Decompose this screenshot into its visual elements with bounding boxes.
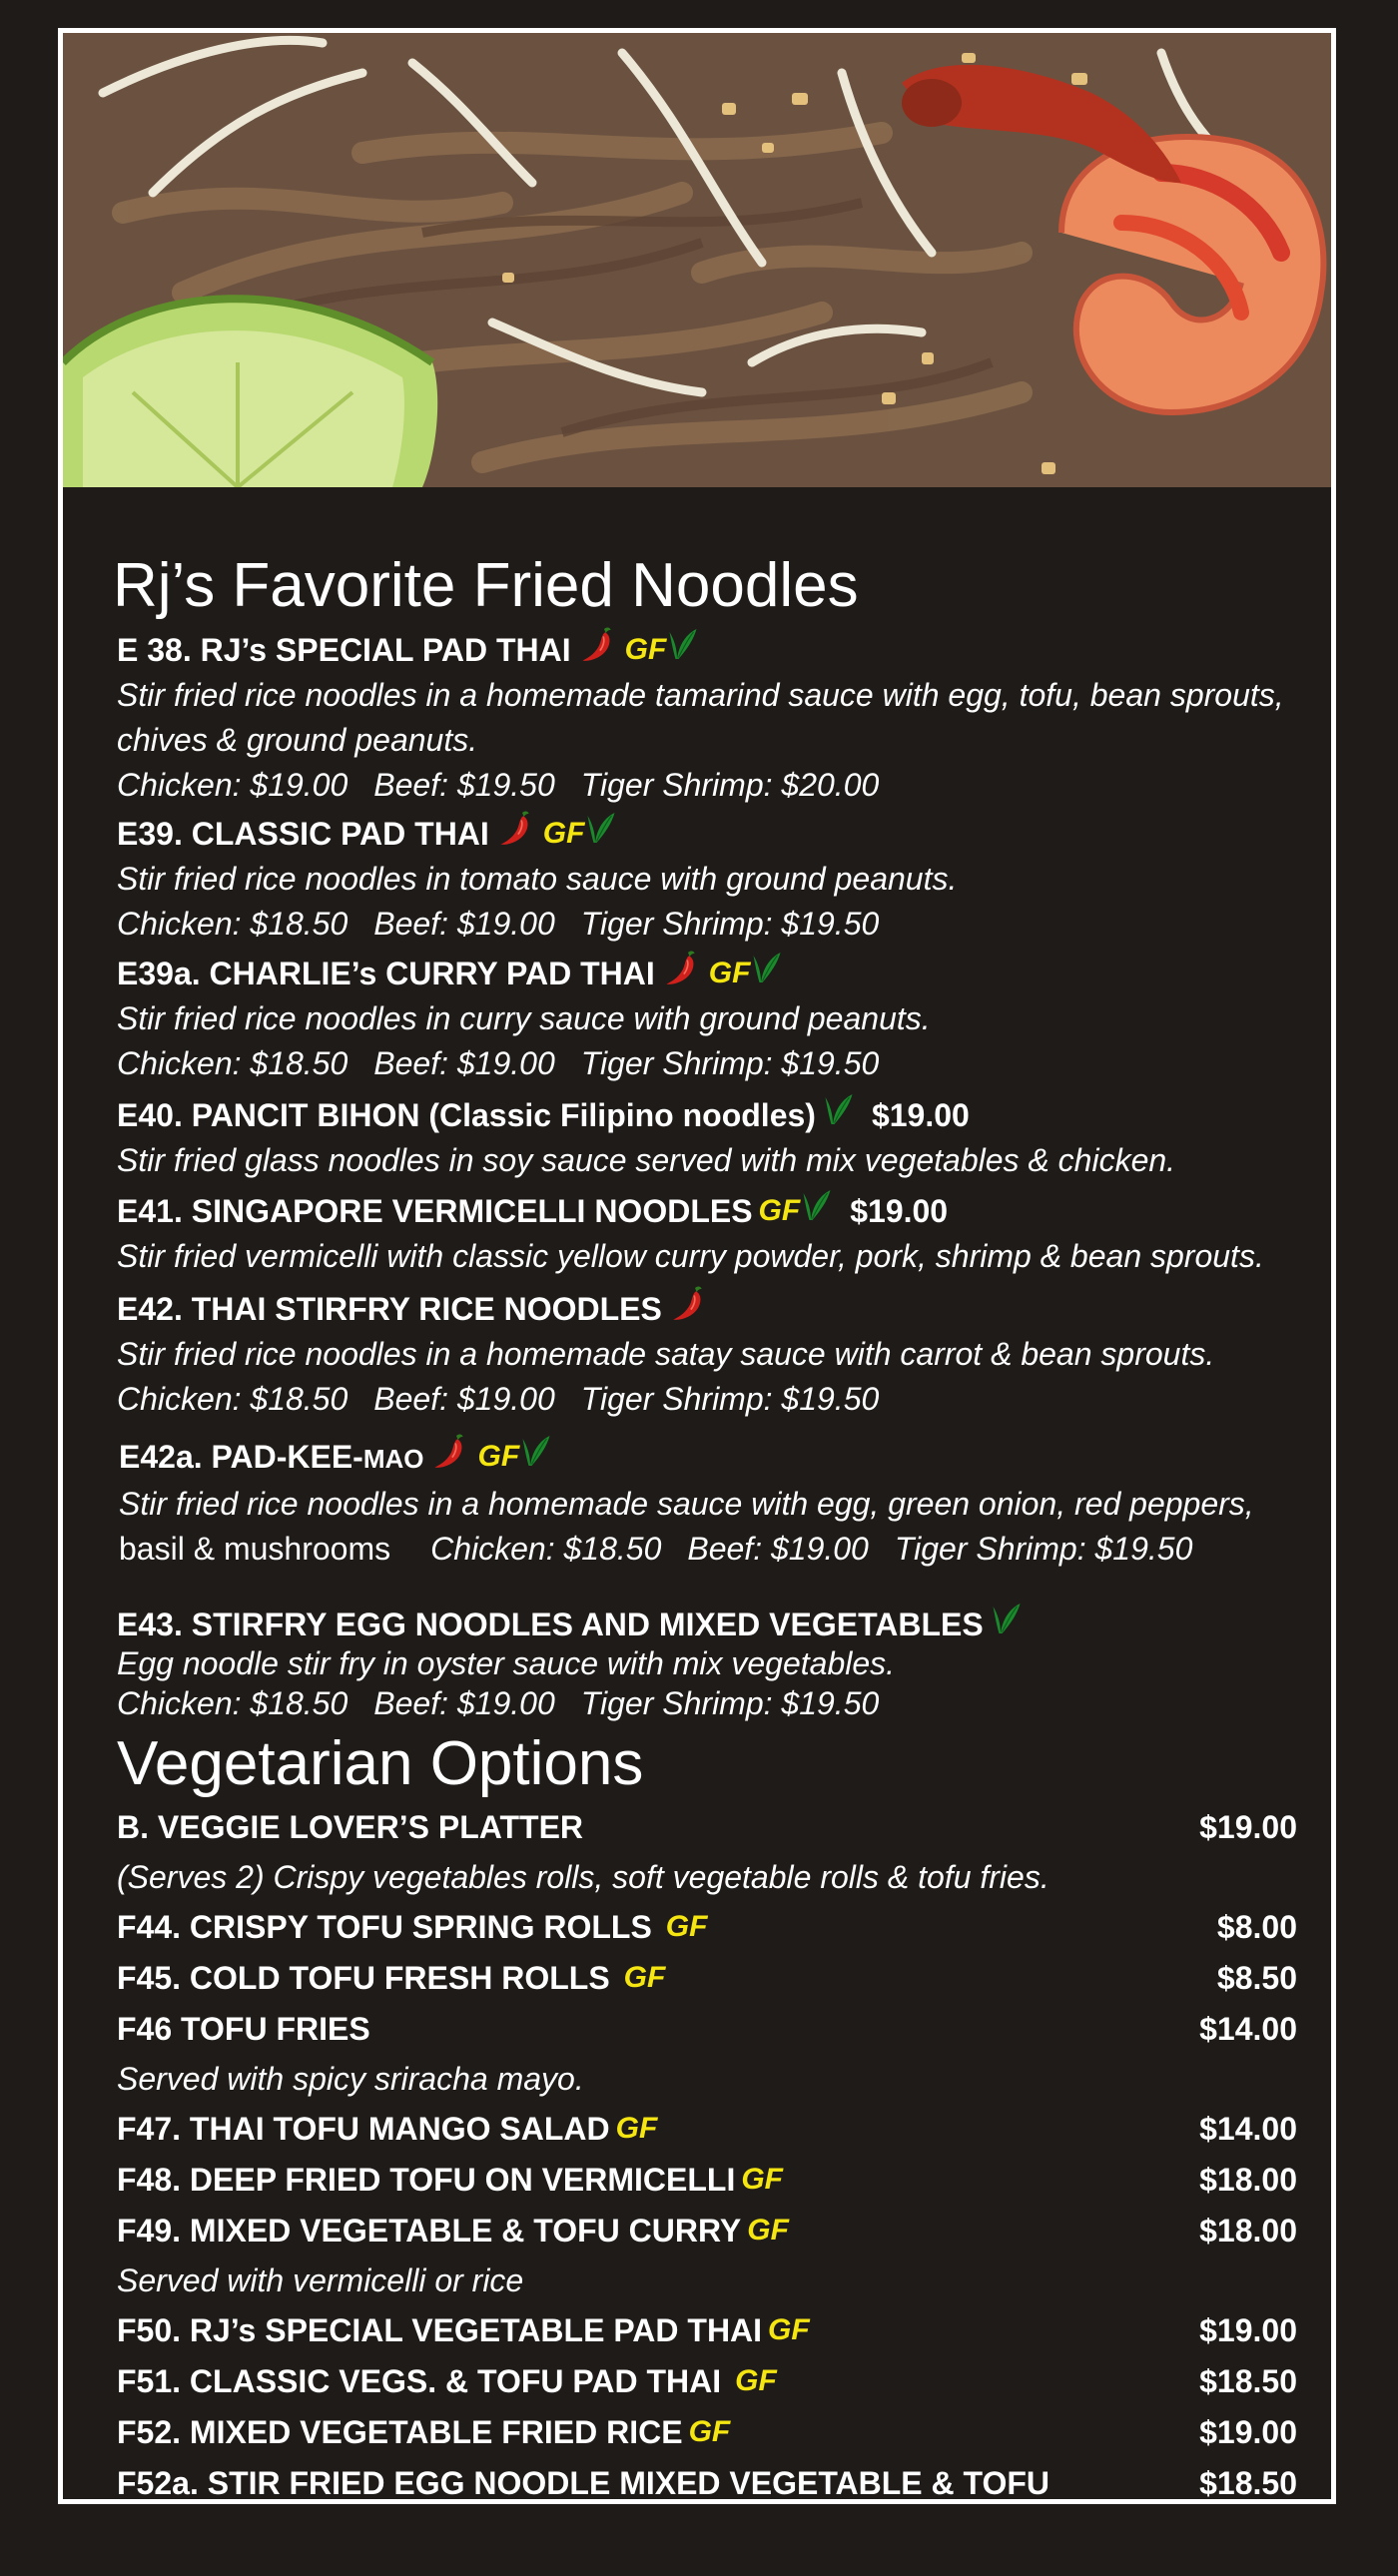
menu-item — [117, 2109, 1297, 2149]
price-shrimp: Tiger Shrimp: $19.50 — [580, 1045, 880, 1081]
chili-icon — [497, 807, 537, 849]
price-row — [119, 1527, 1287, 1571]
price-chicken: Chicken: $18.50 — [117, 1685, 349, 1721]
price-chicken: Chicken: $18.50 — [117, 1381, 349, 1417]
item-description: (Serves 2) Crispy vegetables rolls, soft vegetable rolls & tofu fries. — [117, 1859, 1049, 1895]
item-name — [119, 1439, 423, 1475]
item-name-group — [117, 1958, 665, 1998]
vegan-leaf-icon — [802, 1184, 832, 1226]
menu-item — [117, 2310, 1297, 2350]
gf-badge: GF — [623, 1961, 666, 1994]
pad-thai-photo — [63, 33, 1331, 487]
item-price: $19.00 — [850, 1193, 949, 1229]
gf-badge: GF — [768, 2313, 810, 2346]
gf-badge: GF — [688, 2415, 731, 2448]
gf-badge: GF — [741, 2163, 784, 2196]
price-chicken: Chicken: $19.00 — [117, 767, 349, 803]
item-name-group — [117, 2160, 783, 2200]
menu-item — [117, 1184, 1285, 1279]
item-name: E42. THAI STIRFRY RICE NOODLES — [117, 1291, 662, 1327]
item-price: $18.50 — [1199, 2465, 1297, 2501]
item-description: Stir fried rice noodles in a homemade tamarind sauce with egg, tofu, bean sprouts, chives & ground peanuts. — [117, 677, 1284, 758]
price-beef: Beef: $19.00 — [687, 1531, 869, 1567]
price-shrimp: Tiger Shrimp: $19.50 — [580, 906, 880, 942]
item-description: Stir fried glass noodles in soy sauce served with mix vegetables & chicken. — [117, 1142, 1176, 1178]
item-description: Stir fried rice noodles in curry sauce with ground peanuts. — [117, 1000, 931, 1036]
price-beef: Beef: $19.00 — [373, 1685, 555, 1721]
gf-badge: GF — [542, 817, 585, 850]
item-name-main: E42a. PAD-KEE- — [119, 1439, 363, 1475]
menu-item — [117, 947, 1285, 1085]
gf-badge: GF — [615, 2112, 658, 2145]
menu-item — [117, 1282, 1285, 1421]
item-description: Egg noodle stir fry in oyster sauce with mix vegetables. — [117, 1645, 896, 1681]
section-title-vegetarian: Vegetarian Options — [117, 1729, 644, 1798]
price-beef: Beef: $19.50 — [373, 767, 555, 803]
item-description: Stir fried rice noodles in tomato sauce with ground peanuts. — [117, 861, 958, 897]
gf-badge: GF — [477, 1440, 520, 1473]
item-price: $14.00 — [1199, 2111, 1297, 2147]
chili-icon — [431, 1430, 471, 1472]
gf-badge: GF — [758, 1194, 801, 1227]
price-beef: Beef: $19.00 — [373, 1381, 555, 1417]
price-shrimp: Tiger Shrimp: $19.50 — [580, 1685, 880, 1721]
menu-item — [117, 1907, 1297, 1947]
item-price: $18.00 — [1199, 2213, 1297, 2249]
price-row — [117, 1377, 1285, 1421]
menu-item — [117, 1598, 1285, 1723]
menu-item — [117, 1958, 1297, 1998]
price-shrimp: Tiger Shrimp: $20.00 — [580, 767, 880, 803]
item-name: F48. DEEP FRIED TOFU ON VERMICELLI — [117, 2162, 736, 2198]
chili-icon — [670, 1282, 710, 1324]
item-price: $8.00 — [1216, 1909, 1297, 1945]
item-name: F47. THAI TOFU MANGO SALAD — [117, 2111, 610, 2147]
price-row — [117, 1041, 1285, 1085]
gf-badge: GF — [747, 2214, 789, 2247]
item-name: B. VEGGIE LOVER’S PLATTER — [117, 1809, 584, 1845]
item-name-group — [117, 2412, 730, 2452]
item-name: F52a. STIR FRIED EGG NOODLE MIXED VEGETABLE & TOFU — [117, 2465, 1050, 2501]
item-price: $14.00 — [1199, 2011, 1297, 2047]
item-name-small: MAO — [362, 1444, 424, 1474]
menu-item — [117, 2211, 1297, 2251]
item-price: $18.00 — [1199, 2162, 1297, 2198]
gf-badge: GF — [624, 633, 667, 666]
chili-icon — [579, 623, 619, 665]
menu-item — [117, 1088, 1285, 1183]
item-price: $19.00 — [1199, 1809, 1297, 1845]
item-name: F50. RJ’s SPECIAL VEGETABLE PAD THAI — [117, 2312, 763, 2348]
menu-item — [117, 2361, 1297, 2401]
price-row — [117, 1683, 1285, 1723]
item-description: Served with spicy sriracha mayo. — [117, 2061, 584, 2097]
item-price: $8.50 — [1216, 1960, 1297, 1996]
item-description: Served with vermicelli or rice — [117, 2262, 524, 2298]
gf-badge: GF — [735, 2364, 777, 2397]
item-description: Stir fried rice noodles in a homemade sauce with egg, green onion, red peppers, — [119, 1486, 1254, 1522]
item-name-group — [117, 2310, 810, 2350]
item-name: F44. CRISPY TOFU SPRING ROLLS — [117, 1909, 652, 1945]
price-chicken: Chicken: $18.50 — [117, 1045, 349, 1081]
price-beef: Beef: $19.00 — [373, 906, 555, 942]
menu-item — [117, 1807, 1297, 1847]
vegan-leaf-icon — [521, 1430, 551, 1472]
vegan-leaf-icon — [992, 1598, 1022, 1639]
menu-item — [117, 623, 1285, 807]
menu-item — [117, 2463, 1297, 2503]
item-name-group — [117, 2109, 657, 2149]
gf-badge: GF — [665, 1910, 708, 1943]
item-price: $19.00 — [1199, 2414, 1297, 2450]
vegan-leaf-icon — [586, 807, 616, 849]
vegan-leaf-icon — [752, 947, 782, 988]
item-price: $19.00 — [871, 1097, 970, 1133]
item-name: F52. MIXED VEGETABLE FRIED RICE — [117, 2414, 683, 2450]
chili-icon — [663, 947, 703, 988]
item-name: E43. STIRFRY EGG NOODLES AND MIXED VEGETABLES — [117, 1607, 984, 1642]
item-name: F51. CLASSIC VEGS. & TOFU PAD THAI — [117, 2363, 722, 2399]
menu-item — [117, 807, 1285, 946]
menu-item — [117, 2412, 1297, 2452]
price-beef: Beef: $19.00 — [373, 1045, 555, 1081]
section-title-noodles: Rj’s Favorite Fried Noodles — [113, 551, 859, 620]
item-description-tail: basil & mushrooms — [119, 1531, 391, 1567]
price-row — [117, 763, 1285, 807]
gf-badge: GF — [708, 957, 751, 989]
item-name: E40. PANCIT BIHON (Classic Filipino noodles) — [117, 1097, 816, 1133]
item-name-group — [117, 2361, 777, 2401]
menu-item — [119, 1430, 1287, 1571]
price-shrimp: Tiger Shrimp: $19.50 — [580, 1381, 880, 1417]
menu-item — [117, 2009, 1297, 2049]
item-name: F49. MIXED VEGETABLE & TOFU CURRY — [117, 2213, 742, 2249]
item-description: Stir fried vermicelli with classic yellow curry powder, pork, shrimp & bean sprouts. — [117, 1238, 1264, 1274]
item-name: F45. COLD TOFU FRESH ROLLS — [117, 1960, 610, 1996]
vegan-leaf-icon — [824, 1088, 854, 1130]
menu-frame — [58, 28, 1336, 2504]
item-name: E41. SINGAPORE VERMICELLI NOODLES — [117, 1193, 753, 1229]
price-chicken: Chicken: $18.50 — [117, 906, 349, 942]
menu-item — [117, 2160, 1297, 2200]
price-chicken: Chicken: $18.50 — [430, 1531, 662, 1567]
item-description: Stir fried rice noodles in a homemade satay sauce with carrot & bean sprouts. — [117, 1336, 1215, 1372]
item-price: $18.50 — [1199, 2363, 1297, 2399]
item-price: $19.00 — [1199, 2312, 1297, 2348]
item-name-group — [117, 2211, 789, 2251]
item-name: E39a. CHARLIE’s CURRY PAD THAI — [117, 956, 655, 991]
item-name: E 38. RJ’s SPECIAL PAD THAI — [117, 632, 571, 668]
item-name: E39. CLASSIC PAD THAI — [117, 816, 489, 852]
price-shrimp: Tiger Shrimp: $19.50 — [894, 1531, 1193, 1567]
price-row — [117, 902, 1285, 946]
vegan-leaf-icon — [668, 623, 698, 665]
item-name: F46 TOFU FRIES — [117, 2011, 370, 2047]
item-name-group — [117, 1907, 707, 1947]
